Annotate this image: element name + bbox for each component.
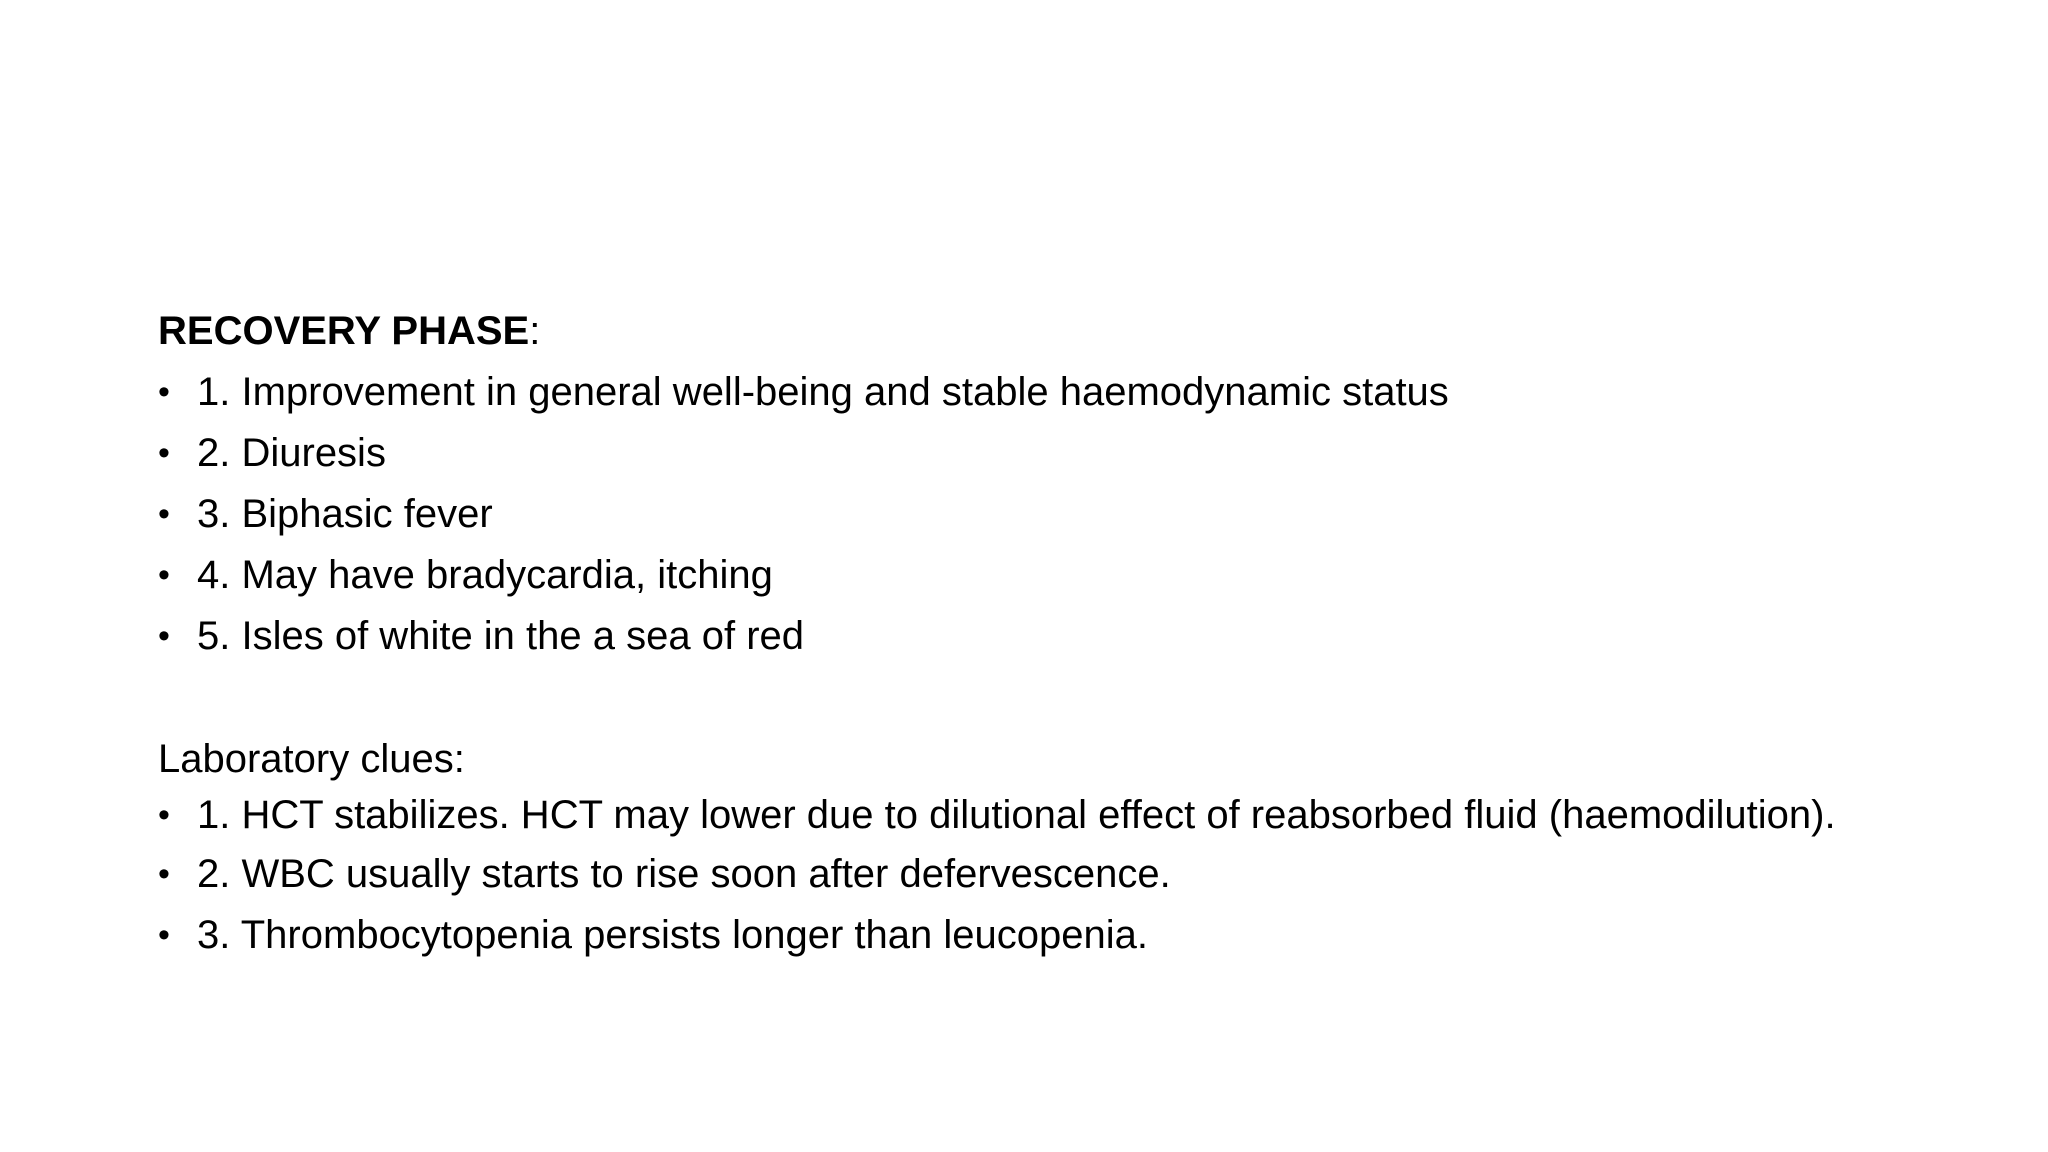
- slide-content: [158, 300, 1858, 965]
- list-item: [158, 904, 1858, 965]
- list-item-text: 1. HCT stabilizes. HCT may lower due to dilutional effect of reabsorbed fluid (haemodilution).: [197, 793, 1836, 837]
- list-item: [158, 605, 1858, 666]
- section-spacer: [158, 666, 1858, 728]
- list-item-text: 4. May have bradycardia, itching: [197, 552, 773, 597]
- bullet-icon: •: [158, 854, 170, 893]
- bullet-icon: •: [158, 555, 170, 594]
- laboratory-clues-heading: Laboratory clues:: [158, 736, 465, 781]
- bullet-icon: •: [158, 796, 170, 834]
- recovery-phase-title: RECOVERY PHASE: [158, 308, 530, 353]
- list-item-text: 1. Improvement in general well-being and stable haemodynamic status: [197, 369, 1449, 414]
- bullet-icon: •: [158, 915, 170, 954]
- list-item: [158, 483, 1858, 544]
- list-item: [158, 422, 1858, 483]
- bullet-icon: •: [158, 494, 170, 533]
- bullet-icon: •: [158, 433, 170, 472]
- list-item-text: 3. Biphasic fever: [197, 491, 493, 536]
- recovery-phase-colon: :: [529, 308, 541, 353]
- list-item-text: 3. Thrombocytopenia persists longer than leucopenia.: [197, 912, 1148, 957]
- list-item-text: 2. WBC usually starts to rise soon after defervescence.: [197, 851, 1171, 896]
- bullet-icon: •: [158, 372, 170, 411]
- list-item: [158, 544, 1858, 605]
- laboratory-clues-list: [158, 789, 1858, 965]
- list-item: [158, 843, 1858, 904]
- recovery-phase-heading: [158, 300, 1858, 361]
- list-item: [158, 361, 1858, 422]
- bullet-icon: •: [158, 616, 170, 655]
- list-item-text: 5. Isles of white in the a sea of red: [197, 613, 805, 658]
- list-item-text: 2. Diuresis: [197, 430, 386, 475]
- list-item: [158, 789, 1858, 843]
- recovery-phase-list: [158, 361, 1858, 666]
